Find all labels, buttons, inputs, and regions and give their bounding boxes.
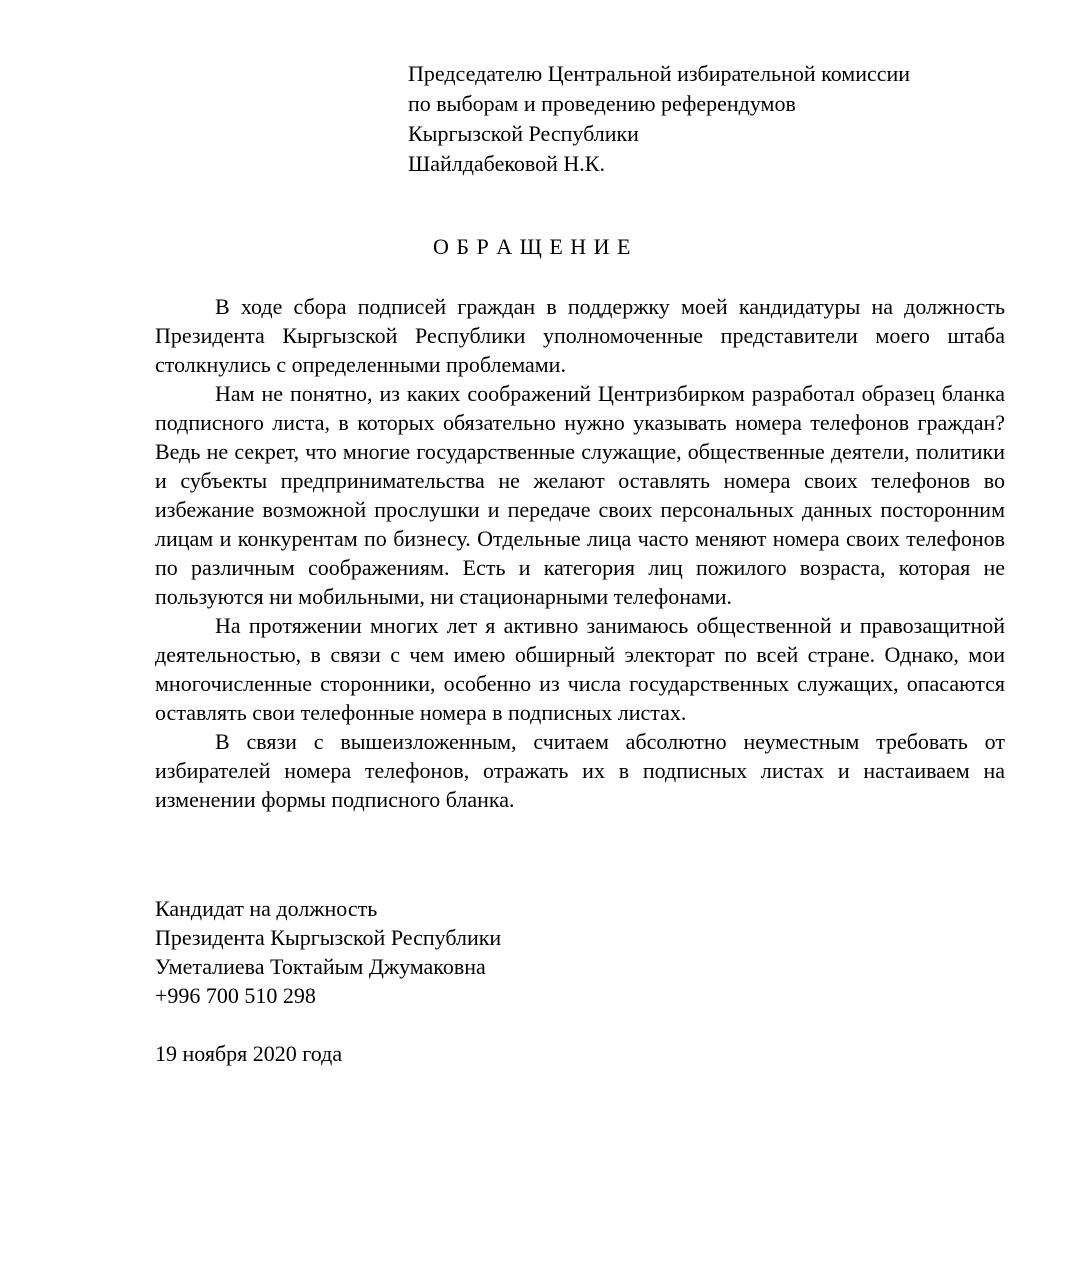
date-line: 19 ноября 2020 года: [155, 1041, 343, 1066]
recipient-line: Шайлдабековой Н.К.: [408, 151, 605, 176]
signature-line-role: Кандидат на должность: [155, 896, 378, 921]
paragraph-2: Нам не понятно, из каких соображений Центризбирком разработал образец бланка подписного листа, в которых обязательно нужно указывать номера телефонов граждан? Ведь не секрет, что многие государственные служащие, общественные деятели, политики и субъекты предпринимательства не желают оставлять номера своих телефонов во избежание возможной прослушки и передаче своих персональных данных посторонним лицам и конкурентам по бизнесу. Отдельные лица часто меняют номера своих телефонов по различным соображениям. Есть и категория лиц пожилого возраста, которая не пользуются ни мобильными, ни стационарными телефонами.: [155, 381, 1005, 609]
recipient-line: Кыргызской Республики: [408, 121, 639, 146]
signature-line-name: Уметалиева Токтайым Джумаковна: [155, 954, 486, 979]
signature-spacer: [155, 1010, 501, 1039]
paragraph-4: В связи с вышеизложенным, считаем абсолютно неуместным требовать от избирателей номера телефонов, отражать их в подписных листах и настаиваем на изменении формы подписного бланка.: [155, 729, 1005, 812]
body-text: [155, 292, 1005, 814]
recipient-block: [408, 59, 910, 179]
paragraph-1: В ходе сбора подписей граждан в поддержку моей кандидатуры на должность Президента Кыргызской Республики уполномоченные представители моего штаба столкнулись с определенными проблемами.: [155, 294, 1005, 377]
document-title: О Б Р А Щ Е Н И Е: [433, 234, 632, 259]
paragraph-3: На протяжении многих лет я активно занимаюсь общественной и правозащитной деятельностью, в связи с чем имею обширный электорат по всей стране. Однако, мои многочисленные сторонники, особенно из числа государственных служащих, опасаются оставлять свои телефонные номера в подписных листах.: [155, 613, 1005, 725]
signature-block: [155, 894, 501, 1068]
signature-line-office: Президента Кыргызской Республики: [155, 925, 502, 950]
signature-line-phone: +996 700 510 298: [155, 983, 316, 1008]
recipient-line: по выборам и проведению референдумов: [408, 91, 796, 116]
recipient-line: Председателю Центральной избирательной комиссии: [408, 61, 911, 86]
